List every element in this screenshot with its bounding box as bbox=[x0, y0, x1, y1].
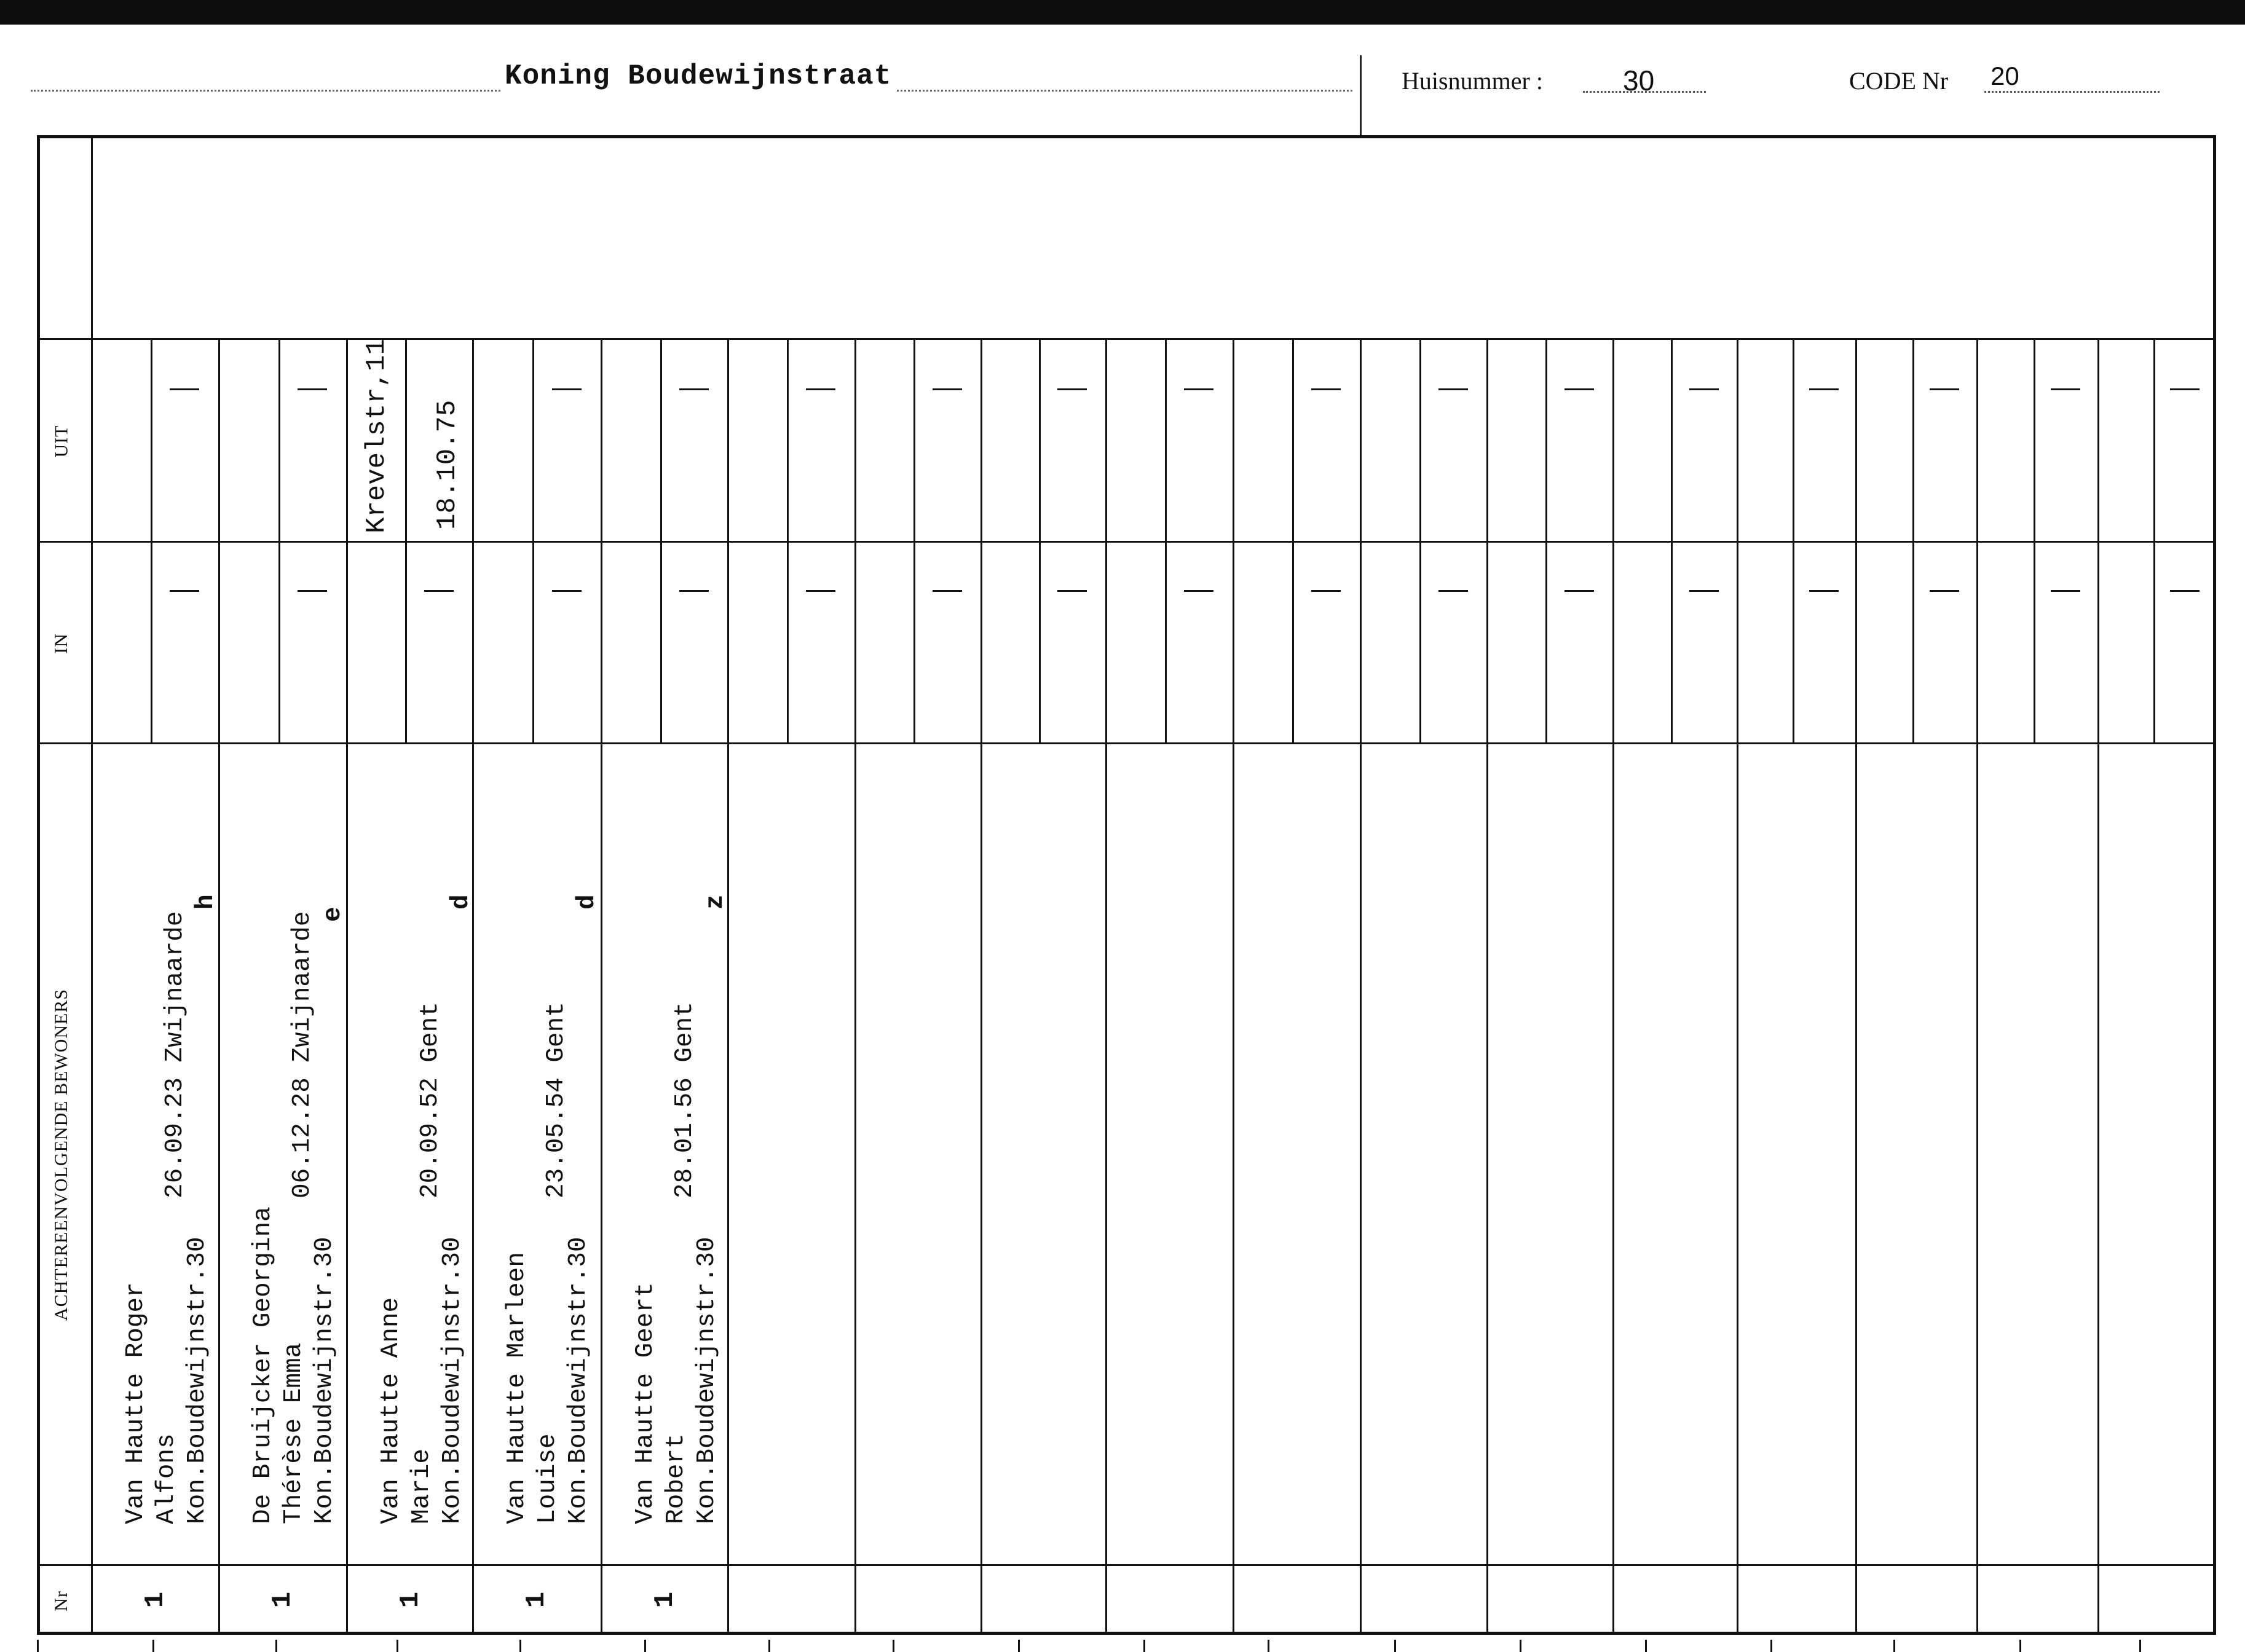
bottom-tick bbox=[2019, 1640, 2021, 1652]
column-divider bbox=[601, 339, 602, 1635]
uit-dash bbox=[1311, 388, 1341, 390]
in-dash bbox=[2170, 590, 2200, 592]
resident-birth: 20.09.52 Gent bbox=[416, 1002, 444, 1198]
resident-birth: 06.12.28 Zwijnaarde bbox=[288, 911, 317, 1198]
bottom-tick bbox=[768, 1640, 770, 1652]
sub-column-divider bbox=[1039, 339, 1041, 742]
column-divider bbox=[1855, 339, 1857, 1635]
top-black-border bbox=[0, 0, 2245, 25]
resident-birth: 28.01.56 Gent bbox=[671, 1002, 699, 1198]
bottom-tick bbox=[1893, 1640, 1895, 1652]
in-dash bbox=[1438, 590, 1468, 592]
uit-dash bbox=[1184, 388, 1213, 390]
uit-dash bbox=[1930, 388, 1959, 390]
resident-name: De Bruijcker Georgina Thérèse Emma Kon.Boudewijnstr.30 bbox=[249, 1206, 339, 1524]
resident-mark: d bbox=[573, 894, 601, 910]
uit-dash bbox=[298, 388, 327, 390]
resident-nr: 1 bbox=[521, 1591, 552, 1608]
resident-mark: d bbox=[447, 894, 475, 910]
column-divider bbox=[854, 339, 856, 1635]
uit-dash bbox=[1438, 388, 1468, 390]
bottom-tick bbox=[2139, 1640, 2141, 1652]
code-label: CODE Nr bbox=[1849, 67, 1949, 95]
sub-column-divider bbox=[2153, 339, 2155, 742]
bottom-tick bbox=[275, 1640, 277, 1652]
in-dash bbox=[1311, 590, 1341, 592]
resident-name: Van Hautte Anne Marie Kon.Boudewijnstr.30 bbox=[377, 1237, 467, 1524]
code-dots bbox=[1984, 91, 2160, 93]
code-value: 20 bbox=[1991, 61, 2019, 90]
row-label-residents: ACHTEREENVOLGENDE BEWONERS bbox=[51, 988, 71, 1321]
sub-column-divider bbox=[1912, 339, 1914, 742]
column-divider bbox=[1233, 339, 1234, 1635]
column-divider bbox=[1486, 339, 1488, 1635]
resident-mark: z bbox=[701, 894, 730, 910]
street-name: Koning Boudewijnstraat bbox=[501, 60, 895, 92]
bottom-tick bbox=[519, 1640, 521, 1652]
uit-dash bbox=[1689, 388, 1719, 390]
in-dash bbox=[298, 590, 327, 592]
in-dash bbox=[1057, 590, 1087, 592]
resident-nr: 1 bbox=[650, 1591, 681, 1608]
sub-column-divider bbox=[913, 339, 915, 742]
resident-nr: 1 bbox=[267, 1591, 298, 1608]
resident-name: Van Hautte Marleen Louise Kon.Boudewijnstr.30 bbox=[503, 1237, 593, 1524]
sub-column-divider bbox=[787, 339, 789, 742]
bottom-tick bbox=[152, 1640, 154, 1652]
row-label-uit: UIT bbox=[50, 425, 71, 457]
bottom-tick bbox=[1645, 1640, 1647, 1652]
column-divider bbox=[1737, 339, 1738, 1635]
in-dash bbox=[1564, 590, 1594, 592]
column-divider bbox=[1976, 339, 1978, 1635]
sub-column-divider bbox=[1419, 339, 1421, 742]
bottom-tick bbox=[37, 1640, 39, 1652]
in-dash bbox=[933, 590, 962, 592]
uit-dash bbox=[170, 388, 199, 390]
row-divider-residents-nr bbox=[37, 1564, 2216, 1566]
uit-dash bbox=[933, 388, 962, 390]
sub-column-divider bbox=[1292, 339, 1294, 742]
column-divider bbox=[218, 339, 220, 1635]
bottom-tick bbox=[397, 1640, 398, 1652]
uit-date: 18.10.75 bbox=[432, 399, 463, 530]
uit-place: Krevelstr,11 bbox=[361, 339, 392, 533]
column-divider bbox=[1612, 339, 1614, 1635]
resident-name: Van Hautte Roger Alfons Kon.Boudewijnstr.30 bbox=[122, 1237, 211, 1524]
bottom-tick bbox=[1018, 1640, 1020, 1652]
row-divider-in-residents bbox=[37, 742, 2216, 744]
bottom-tick bbox=[1520, 1640, 1521, 1652]
column-divider bbox=[2097, 339, 2099, 1635]
column-divider bbox=[472, 339, 474, 1635]
in-dash bbox=[552, 590, 582, 592]
bottom-tick bbox=[1394, 1640, 1396, 1652]
in-dash bbox=[1184, 590, 1213, 592]
resident-nr: 1 bbox=[395, 1591, 426, 1608]
column-divider bbox=[1105, 339, 1107, 1635]
column-divider bbox=[1360, 339, 1362, 1635]
header-divider bbox=[1360, 55, 1362, 135]
uit-dash bbox=[679, 388, 709, 390]
bottom-tick bbox=[1268, 1640, 1269, 1652]
in-dash bbox=[1809, 590, 1839, 592]
in-dash bbox=[1689, 590, 1719, 592]
resident-nr: 1 bbox=[140, 1591, 171, 1608]
column-divider bbox=[980, 339, 982, 1635]
uit-dash bbox=[1057, 388, 1087, 390]
sub-column-divider bbox=[1671, 339, 1673, 742]
in-dash bbox=[2051, 590, 2080, 592]
sub-column-divider bbox=[1165, 339, 1167, 742]
in-dash bbox=[679, 590, 709, 592]
row-label-nr: Nr bbox=[51, 1591, 71, 1611]
house-number-value: 30 bbox=[1623, 65, 1655, 96]
in-dash bbox=[424, 590, 454, 592]
resident-birth: 23.05.54 Gent bbox=[542, 1002, 570, 1198]
resident-birth: 26.09.23 Zwijnaarde bbox=[161, 911, 189, 1198]
row-label-in: IN bbox=[51, 632, 71, 654]
sub-column-divider bbox=[405, 339, 407, 742]
uit-dash bbox=[1809, 388, 1839, 390]
uit-dash bbox=[1564, 388, 1594, 390]
column-divider bbox=[346, 339, 348, 1635]
resident-name: Van Hautte Geert Robert Kon.Boudewijnstr.30 bbox=[631, 1237, 721, 1524]
row-divider-uit-in bbox=[37, 541, 2216, 543]
resident-mark: e bbox=[319, 907, 347, 922]
bottom-tick bbox=[1143, 1640, 1145, 1652]
uit-dash bbox=[552, 388, 582, 390]
sub-column-divider bbox=[532, 339, 534, 742]
uit-dash bbox=[806, 388, 835, 390]
bottom-tick bbox=[893, 1640, 894, 1652]
house-number-label: Huisnummer : bbox=[1402, 67, 1543, 95]
label-column-divider bbox=[91, 138, 93, 1632]
in-dash bbox=[170, 590, 199, 592]
in-dash bbox=[806, 590, 835, 592]
in-dash bbox=[1930, 590, 1959, 592]
column-divider bbox=[727, 339, 729, 1635]
sub-column-divider bbox=[278, 339, 280, 742]
uit-dash bbox=[2170, 388, 2200, 390]
resident-mark: h bbox=[192, 894, 220, 910]
uit-dash bbox=[2051, 388, 2080, 390]
sub-column-divider bbox=[660, 339, 662, 742]
sub-column-divider bbox=[1793, 339, 1794, 742]
sub-column-divider bbox=[2034, 339, 2035, 742]
bottom-tick bbox=[644, 1640, 646, 1652]
bottom-tick bbox=[1770, 1640, 1772, 1652]
sub-column-divider bbox=[151, 339, 152, 742]
sub-column-divider bbox=[1545, 339, 1547, 742]
